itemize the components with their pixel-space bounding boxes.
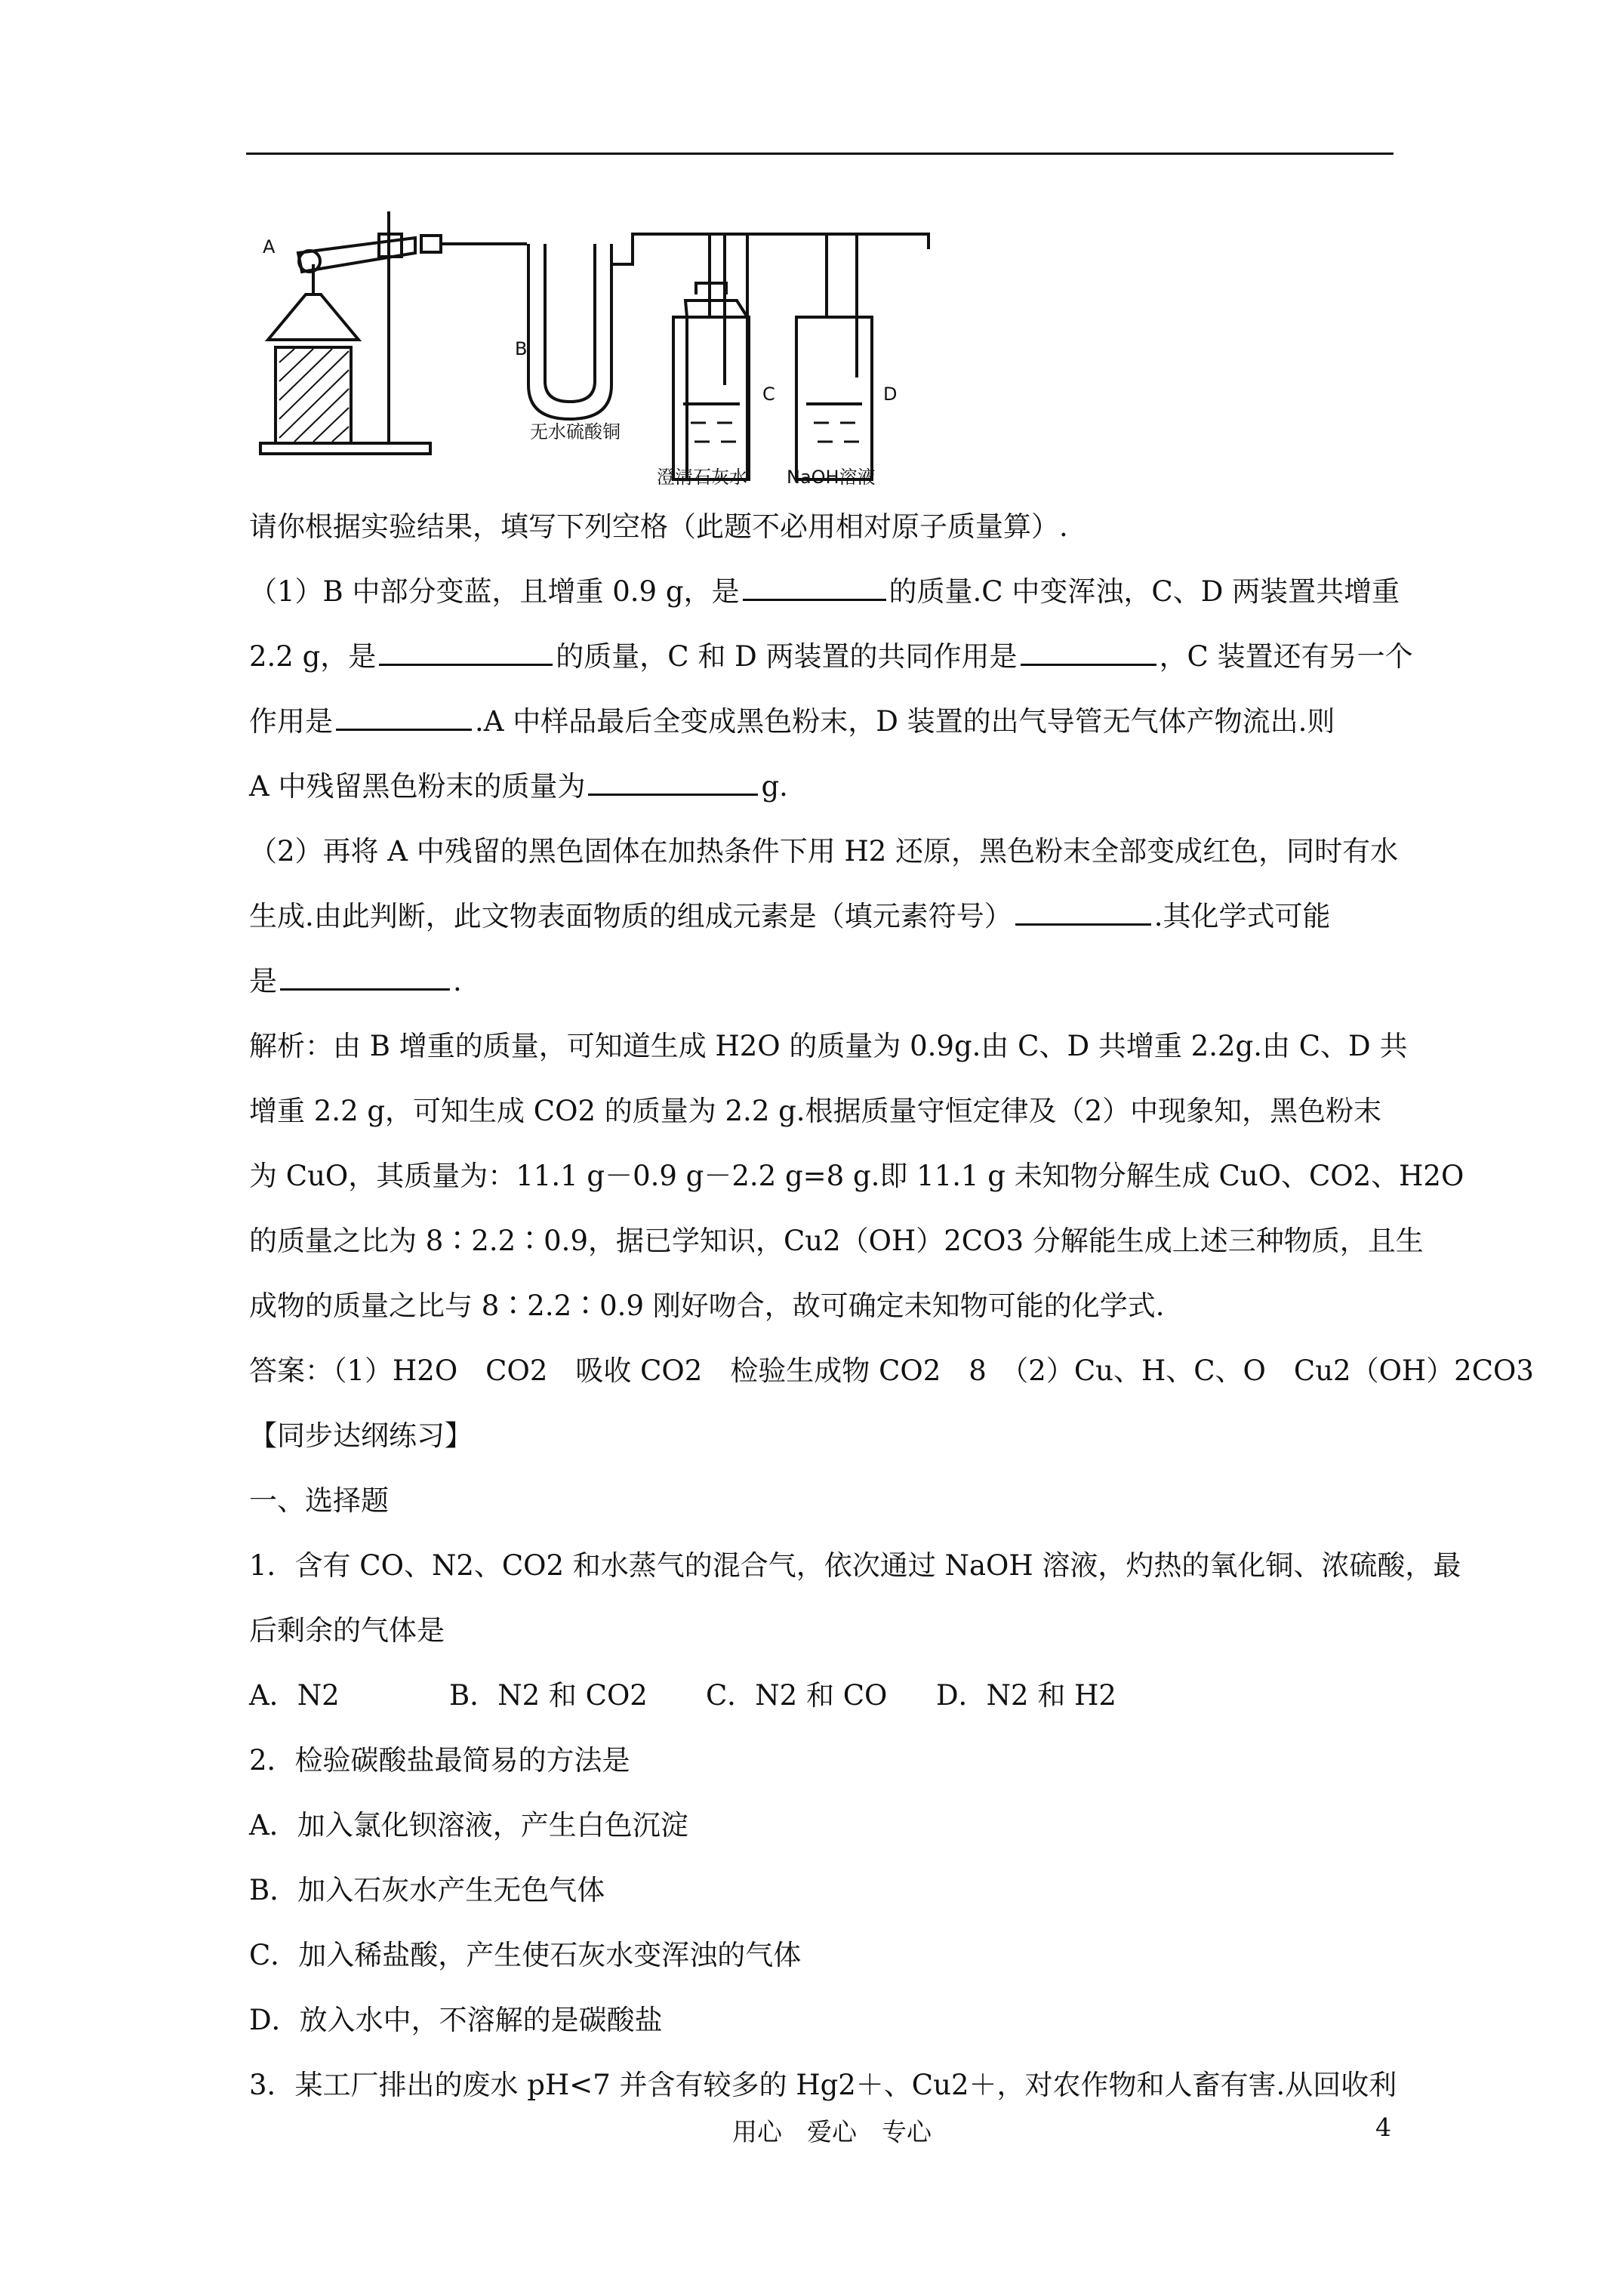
text-line: A 中残留黑色粉末的质量为 g. [249,754,1397,819]
answer-blank[interactable] [588,760,758,796]
text-line: （2）再将 A 中残留的黑色固体在加热条件下用 H2 还原，黑色粉末全部变成红色，同时有水 [249,835,1399,868]
label-b: B [515,338,528,359]
option-d[interactable]: D．放入水中，不溶解的是碳酸盐 [249,2004,663,2036]
analysis-line: 的质量之比为 8∶2.2∶0.9，据已学知识，Cu2（OH）2CO3 分解能生成上述三种物质，且生 [249,1225,1424,1257]
question-1-options [249,1663,1397,1728]
analysis-line: 成物的质量之比与 8∶2.2∶0.9 刚好吻合，故可确定未知物可能的化学式. [249,1290,1165,1322]
analysis-line: 解析：由 B 增重的质量，可知道生成 H2O 的质量为 0.9g.由 C、D 共增重 2.2g.由 C、D 共 [249,1030,1408,1062]
section-title: 【同步达纲练习】 [249,1419,473,1452]
footer-motto: 用心 爱心 专心 [732,2117,932,2147]
label-c: C [762,384,775,405]
header-rule [246,153,1394,155]
analysis-line: 增重 2.2 g，可知生成 CO2 的质量为 2.2 g.根据质量守恒定律及（2）中现象知，黑色粉末 [249,1095,1382,1127]
question-1: 后剩余的气体是 [249,1614,445,1647]
option-b[interactable]: B．加入石灰水产生无色气体 [249,1874,605,1906]
question-1: 1．含有 CO、N2、CO2 和水蒸气的混合气，依次通过 NaOH 溶液，灼热的氧化铜、浓硫酸，最 [249,1549,1461,1582]
bottle-c-body [673,317,749,479]
delivery-tube-4 [827,234,929,317]
apparatus-diagram [249,211,944,491]
document-body [249,495,1534,2118]
text-line: 请你根据实验结果，填写下列空格（此题不必用相对原子质量算）. [249,510,1068,543]
question-2: 2．检验碳酸盐最简易的方法是 [249,1744,630,1777]
stopper-a [421,236,441,252]
answer-blank[interactable] [379,630,553,666]
bottle-d-body [796,317,872,479]
option-b[interactable]: B．N2 和 CO2 [449,1679,648,1712]
text-line: 是 . [249,949,1397,1014]
label-a: A [263,236,276,257]
option-c[interactable]: C．加入稀盐酸，产生使石灰水变浑浊的气体 [249,1939,802,1971]
option-d[interactable]: D．N2 和 H2 [936,1679,1116,1712]
delivery-tube-3 [710,234,857,378]
answer-blank[interactable] [280,955,450,991]
test-tube-a [298,238,415,272]
page-number: 4 [1375,2113,1391,2142]
u-tube-inner [545,244,595,402]
caption-c: 澄清石灰水 [657,467,747,488]
option-a[interactable]: A．加入氯化钡溶液，产生白色沉淀 [249,1809,688,1841]
answer-blank[interactable] [743,566,886,601]
caption-b: 无水硫酸铜 [530,421,621,442]
answer-blank[interactable] [1021,630,1156,666]
text-line: 作用是 .A 中样品最后全变成黑色粉末，D 装置的出气导管无气体产物流出.则 [249,689,1397,754]
section-subtitle: 一、选择题 [249,1484,389,1517]
u-tube-outer [528,244,611,419]
label-d: D [883,384,898,405]
text-line: 生成.由此判断，此文物表面物质的组成元素是（填元素符号） .其化学式可能 [249,884,1397,949]
analysis-line: 为 CuO，其质量为：11.1 g－0.9 g－2.2 g=8 g.即 11.1 g 未知物分解生成 CuO、CO2、H2O [249,1160,1464,1192]
bottle-c [685,283,747,479]
answer-blank[interactable] [1015,890,1151,926]
caption-d: NaOH溶液 [787,467,876,488]
question-3: 3．某工厂排出的废水 pH<7 并含有较多的 Hg2＋、Cu2＋，对农作物和人畜有害.从回收利 [249,2069,1397,2101]
text-line: （1）B 中部分变蓝，且增重 0.9 g，是 的质量.C 中变浑浊，C、D 两装置共增重 [249,559,1397,624]
answer-line: 答案：（1）H2O CO2 吸收 CO2 检验生成物 CO2 8 （2）Cu、H、C、O Cu2（OH）2CO3 [249,1354,1534,1387]
option-a[interactable]: A．N2 [249,1679,340,1712]
alcohol-lamp [268,294,359,340]
stand-base [260,443,430,454]
delivery-tube-2 [611,234,747,378]
burner-block [276,347,351,443]
test-tube-bottom [299,251,320,272]
text-line: 2.2 g，是 的质量，C 和 D 两装置的共同作用是 ，C 装置还有另一个 [249,624,1397,689]
answer-blank[interactable] [336,695,472,731]
option-c[interactable]: C．N2 和 CO [706,1679,888,1712]
